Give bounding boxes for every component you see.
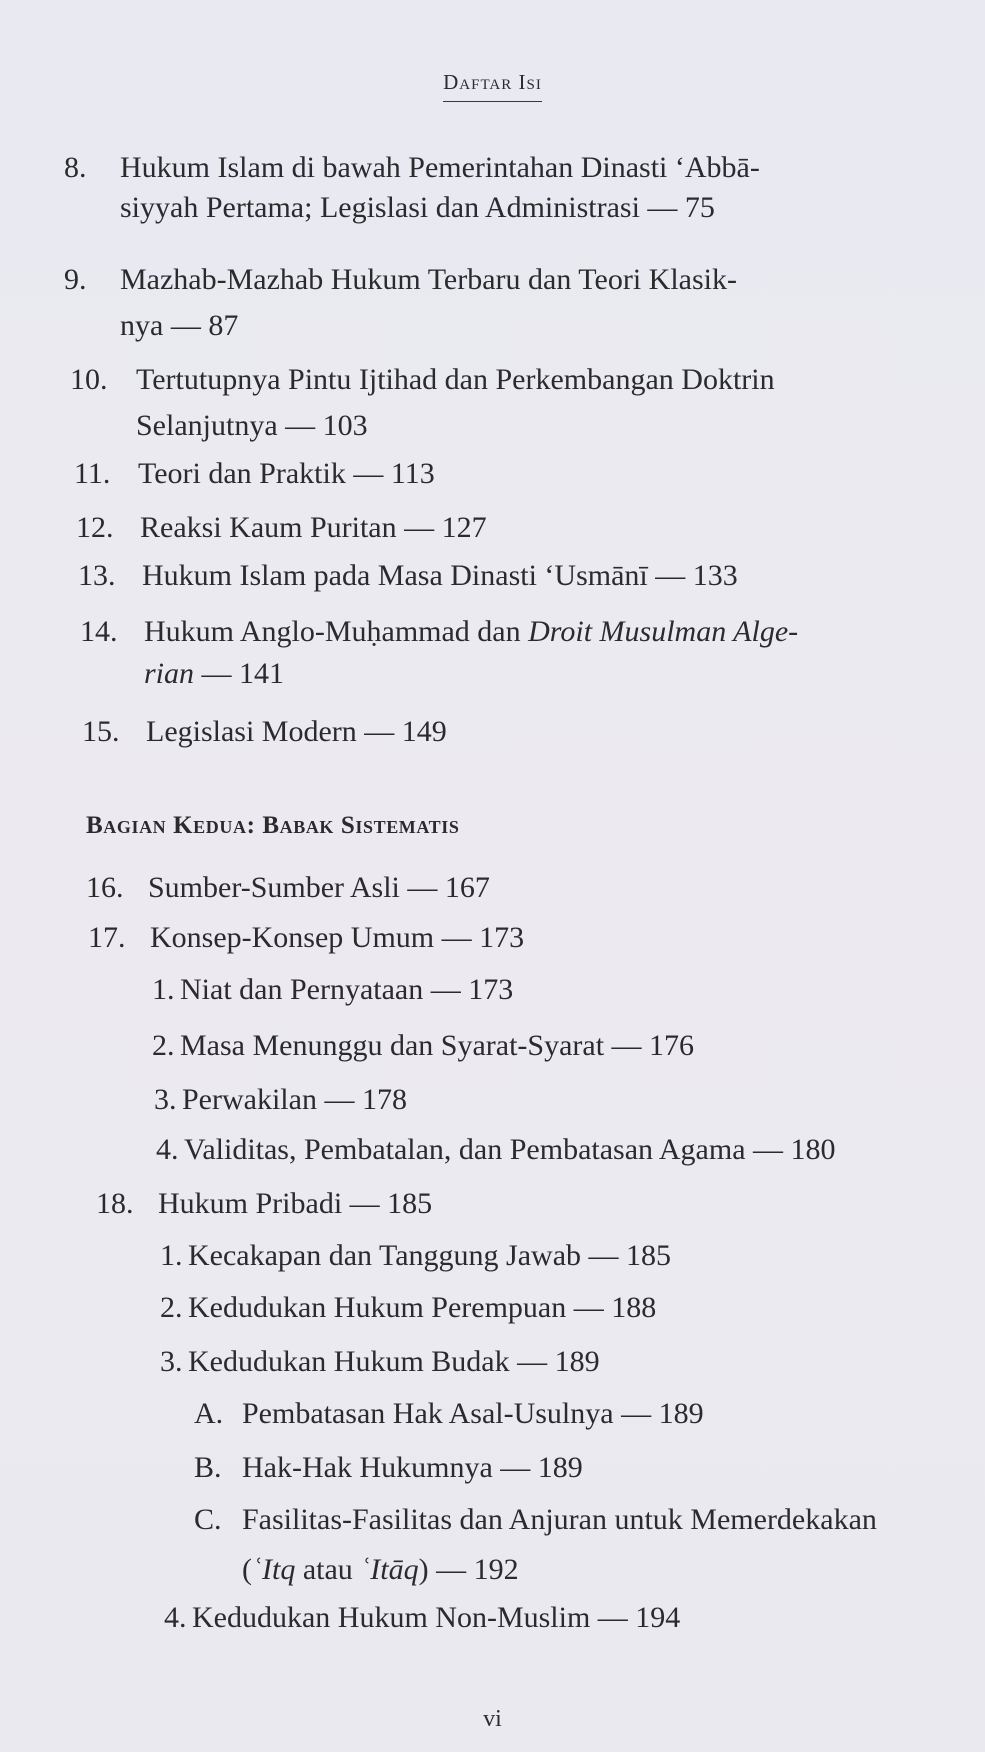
entry-number: 2.: [152, 1029, 175, 1062]
entry-number: 10.: [70, 363, 108, 396]
entry-title-line: Hukum Pribadi — 185: [158, 1187, 433, 1220]
entry-title-line: Sumber-Sumber Asli — 167: [148, 871, 490, 904]
entry-title-line: Hukum Islam di bawah Pemerintahan Dinasti ‘Abbā-: [120, 151, 760, 184]
entry-title-line: Niat dan Pernyataan — 173: [180, 973, 514, 1006]
entry-title-line: Perwakilan — 178: [182, 1083, 407, 1116]
entry-number: 16.: [86, 871, 124, 904]
entry-number: 3.: [160, 1345, 183, 1378]
entry-title-line: Tertutupnya Pintu Ijtihad dan Perkembangan Doktrin: [136, 363, 775, 396]
entry-number: 17.: [88, 921, 126, 954]
entry-number: 12.: [76, 511, 114, 544]
entry-title-text: — 141: [194, 657, 285, 690]
entry-title-line: [144, 652, 284, 696]
entry-title-line: Hukum Islam pada Masa Dinasti ‘Usmānī — 133: [142, 559, 738, 592]
entry-title-line: siyyah Pertama; Legislasi dan Administrasi — 75: [120, 191, 715, 224]
entry-title-italic: ʿItq: [252, 1553, 296, 1586]
running-header: [0, 70, 985, 102]
entry-title-italic: rian: [144, 657, 195, 690]
entry-number: 1.: [152, 973, 175, 1006]
entry-number: 18.: [96, 1187, 134, 1220]
entry-title-line: Reaksi Kaum Puritan — 127: [140, 511, 487, 544]
entry-title-line: [144, 610, 798, 654]
entry-title-text: atau: [295, 1553, 361, 1586]
entry-title-line: Fasilitas-Fasilitas dan Anjuran untuk Memerdekakan: [242, 1503, 877, 1536]
entry-title-text: Hukum Anglo-Muḥammad dan: [144, 615, 529, 648]
entry-title-line: nya — 87: [120, 309, 239, 342]
entry-title-line: Hak-Hak Hukumnya — 189: [242, 1451, 583, 1484]
entry-number: 4.: [164, 1601, 187, 1634]
entry-number: 2.: [160, 1291, 183, 1324]
section-heading: Bagian Kedua: Babak Sistematis: [86, 812, 460, 839]
entry-number: 4.: [156, 1133, 179, 1166]
entry-number: 8.: [64, 151, 87, 184]
entry-title-line: Mazhab-Mazhab Hukum Terbaru dan Teori Klasik-: [120, 263, 737, 296]
entry-title-line: Masa Menunggu dan Syarat-Syarat — 176: [180, 1029, 695, 1062]
entry-title-line: Kedudukan Hukum Non-Muslim — 194: [192, 1601, 681, 1634]
entry-title-line: [242, 1548, 519, 1592]
entry-title-line: Kedudukan Hukum Budak — 189: [188, 1345, 600, 1378]
entry-number: 3.: [154, 1083, 177, 1116]
entry-number: 13.: [78, 559, 116, 592]
entry-title-text: ) — 192: [418, 1553, 519, 1586]
entry-number: 11.: [74, 457, 111, 490]
entry-title-italic: Droit Musulman Alge-: [528, 615, 799, 648]
entry-number: C.: [194, 1503, 222, 1536]
entry-title-line: Validitas, Pembatalan, dan Pembatasan Agama — 180: [184, 1133, 836, 1166]
entry-title-line: Teori dan Praktik — 113: [138, 457, 435, 490]
entry-number: B.: [194, 1451, 222, 1484]
paren-open: (: [242, 1553, 252, 1586]
page-number: vi: [483, 1706, 502, 1732]
entry-title-line: Selanjutnya — 103: [136, 409, 368, 442]
entry-title-line: Konsep-Konsep Umum — 173: [150, 921, 525, 954]
entry-title-italic: ʿItāq: [360, 1553, 419, 1586]
entry-number: 1.: [160, 1239, 183, 1272]
entry-title-line: Pembatasan Hak Asal-Usulnya — 189: [242, 1397, 704, 1430]
entry-title-line: Kedudukan Hukum Perempuan — 188: [188, 1291, 657, 1324]
entry-title-line: Legislasi Modern — 149: [146, 715, 447, 748]
entry-number: 9.: [64, 263, 87, 296]
entry-number: 15.: [82, 715, 120, 748]
entry-number: A.: [194, 1397, 224, 1430]
entry-number: 14.: [80, 615, 118, 648]
entry-title-line: Kecakapan dan Tanggung Jawab — 185: [188, 1239, 672, 1272]
header-title: Daftar Isi: [443, 70, 542, 102]
